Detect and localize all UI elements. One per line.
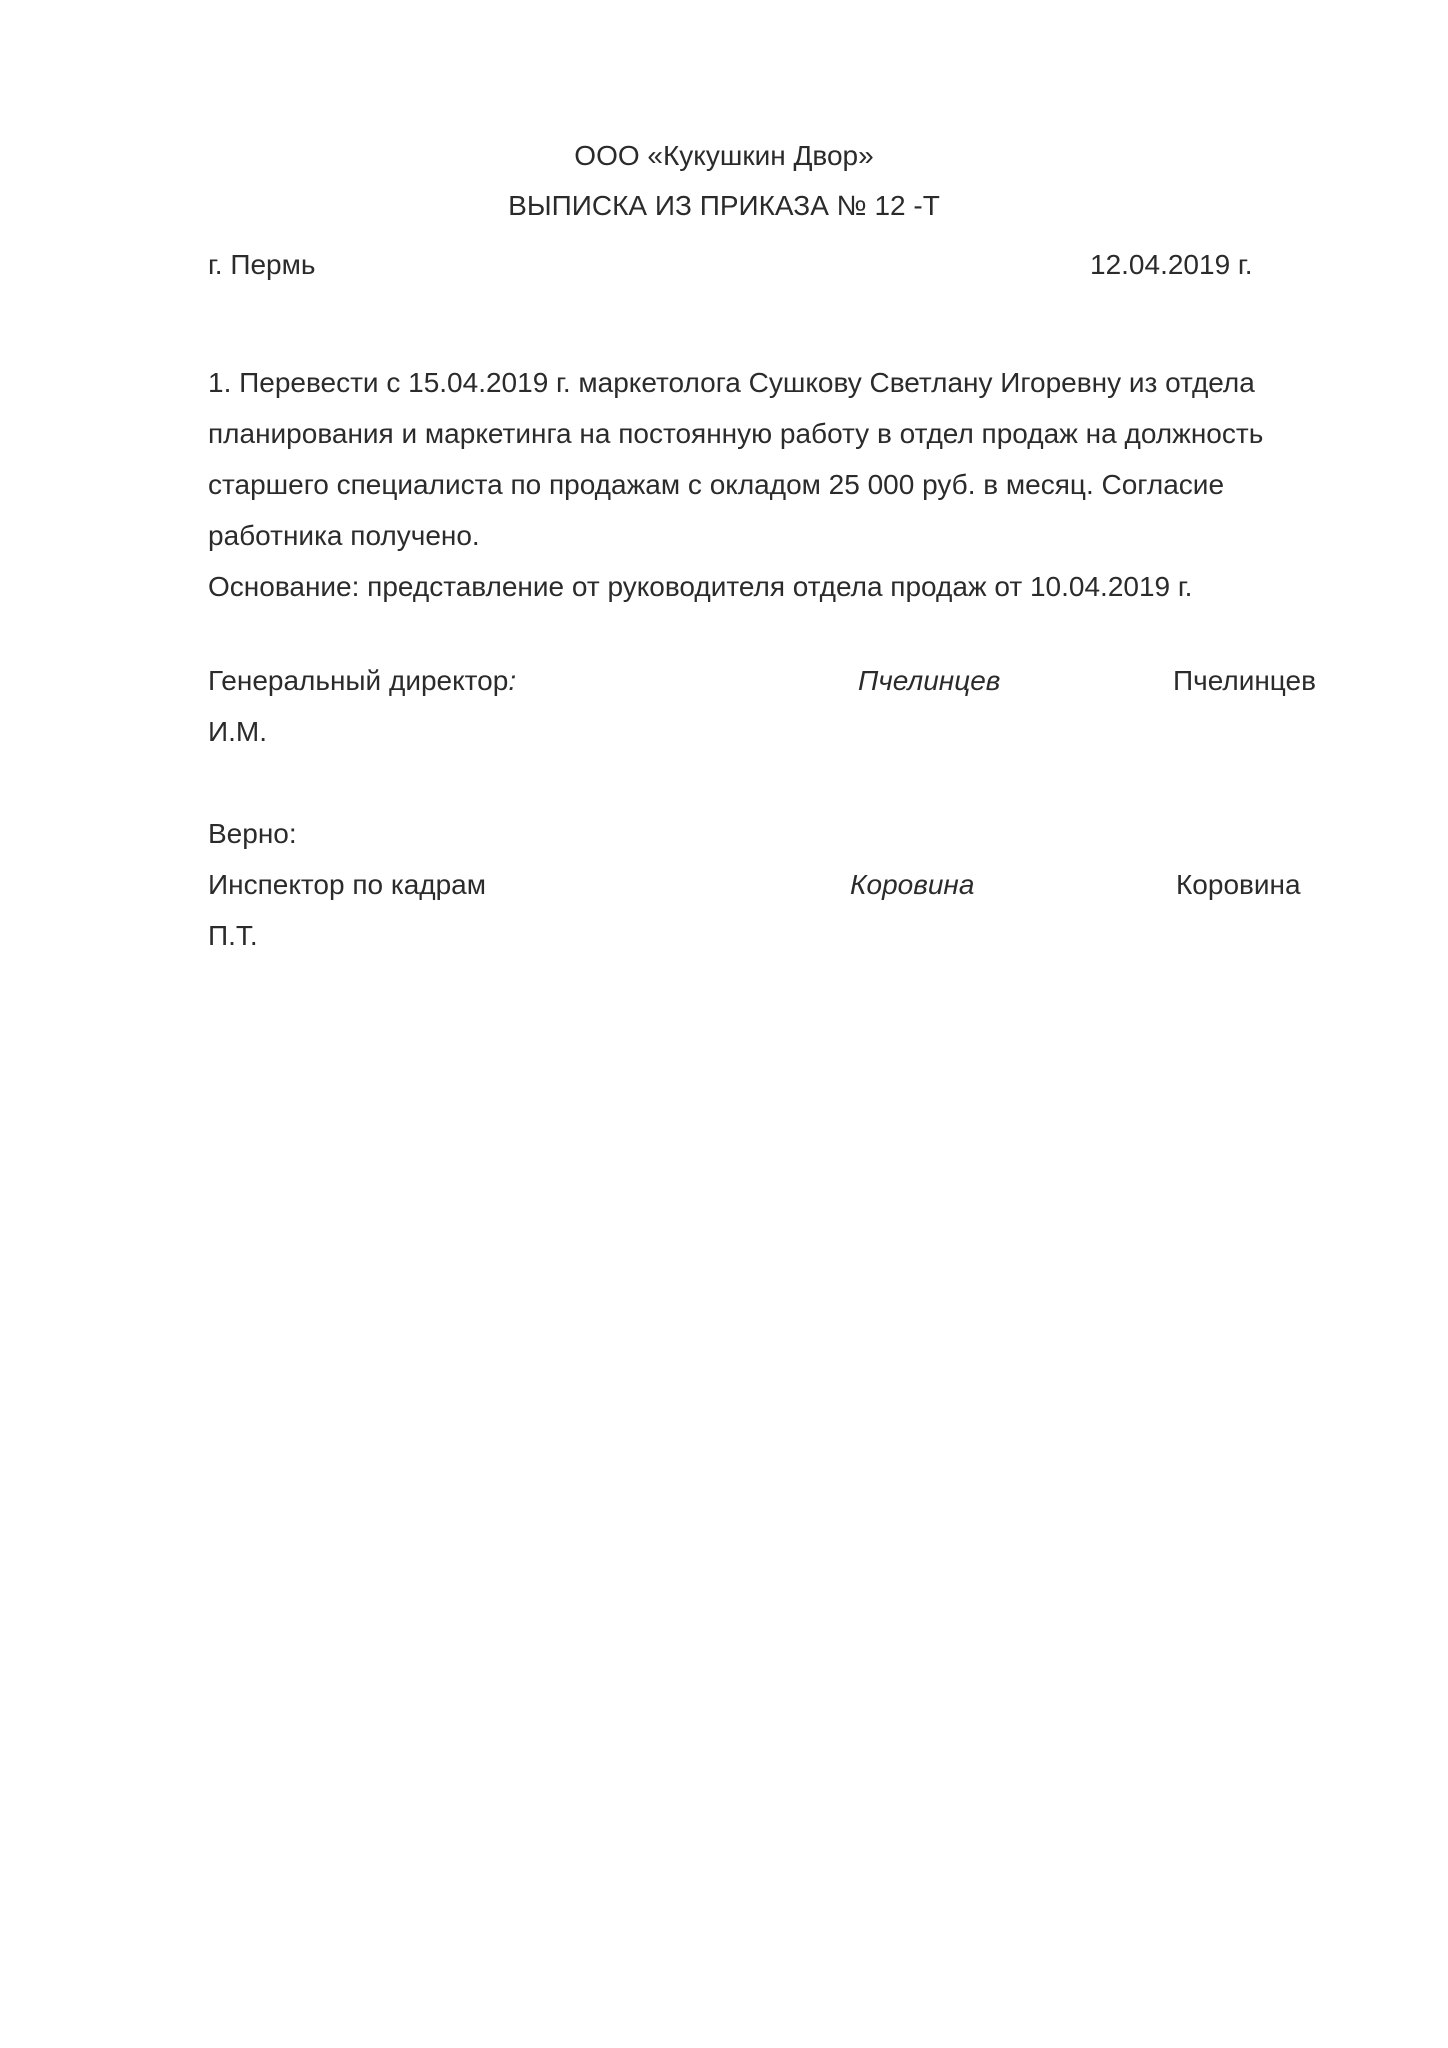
- inspector-signature: Коровина: [850, 869, 975, 900]
- order-basis: Основание: представление от руководителя отдела продаж от 10.04.2019 г.: [208, 571, 1193, 602]
- document-title: ВЫПИСКА ИЗ ПРИКАЗА № 12 -Т: [508, 190, 940, 221]
- director-position: [208, 661, 516, 701]
- order-line: планирования и маркетинга на постоянную работу в отдел продаж на должность: [208, 418, 1264, 449]
- document-date: 12.04.2019 г.: [1090, 249, 1253, 280]
- order-line: работника получено.: [208, 520, 480, 551]
- order-paragraph: [208, 357, 1338, 612]
- director-position-text: Генеральный директор: [208, 665, 509, 696]
- inspector-position: Инспектор по кадрам: [208, 869, 487, 900]
- director-signature: Пчелинцев: [858, 665, 1001, 696]
- inspector-surname: Коровина: [1176, 869, 1301, 900]
- certification-label: Верно:: [208, 818, 297, 849]
- order-line: старшего специалиста по продажам с окладом 25 000 руб. в месяц. Согласие: [208, 469, 1225, 500]
- company-name: ООО «Кукушкин Двор»: [574, 140, 874, 171]
- director-surname: Пчелинцев: [1173, 665, 1316, 696]
- city: г. Пермь: [208, 249, 316, 280]
- inspector-initials: П.Т.: [208, 920, 258, 951]
- director-initials: И.М.: [208, 716, 268, 747]
- order-line: 1. Перевести с 15.04.2019 г. маркетолога Сушкову Светлану Игоревну из отдела: [208, 367, 1255, 398]
- director-position-colon: :: [508, 665, 517, 696]
